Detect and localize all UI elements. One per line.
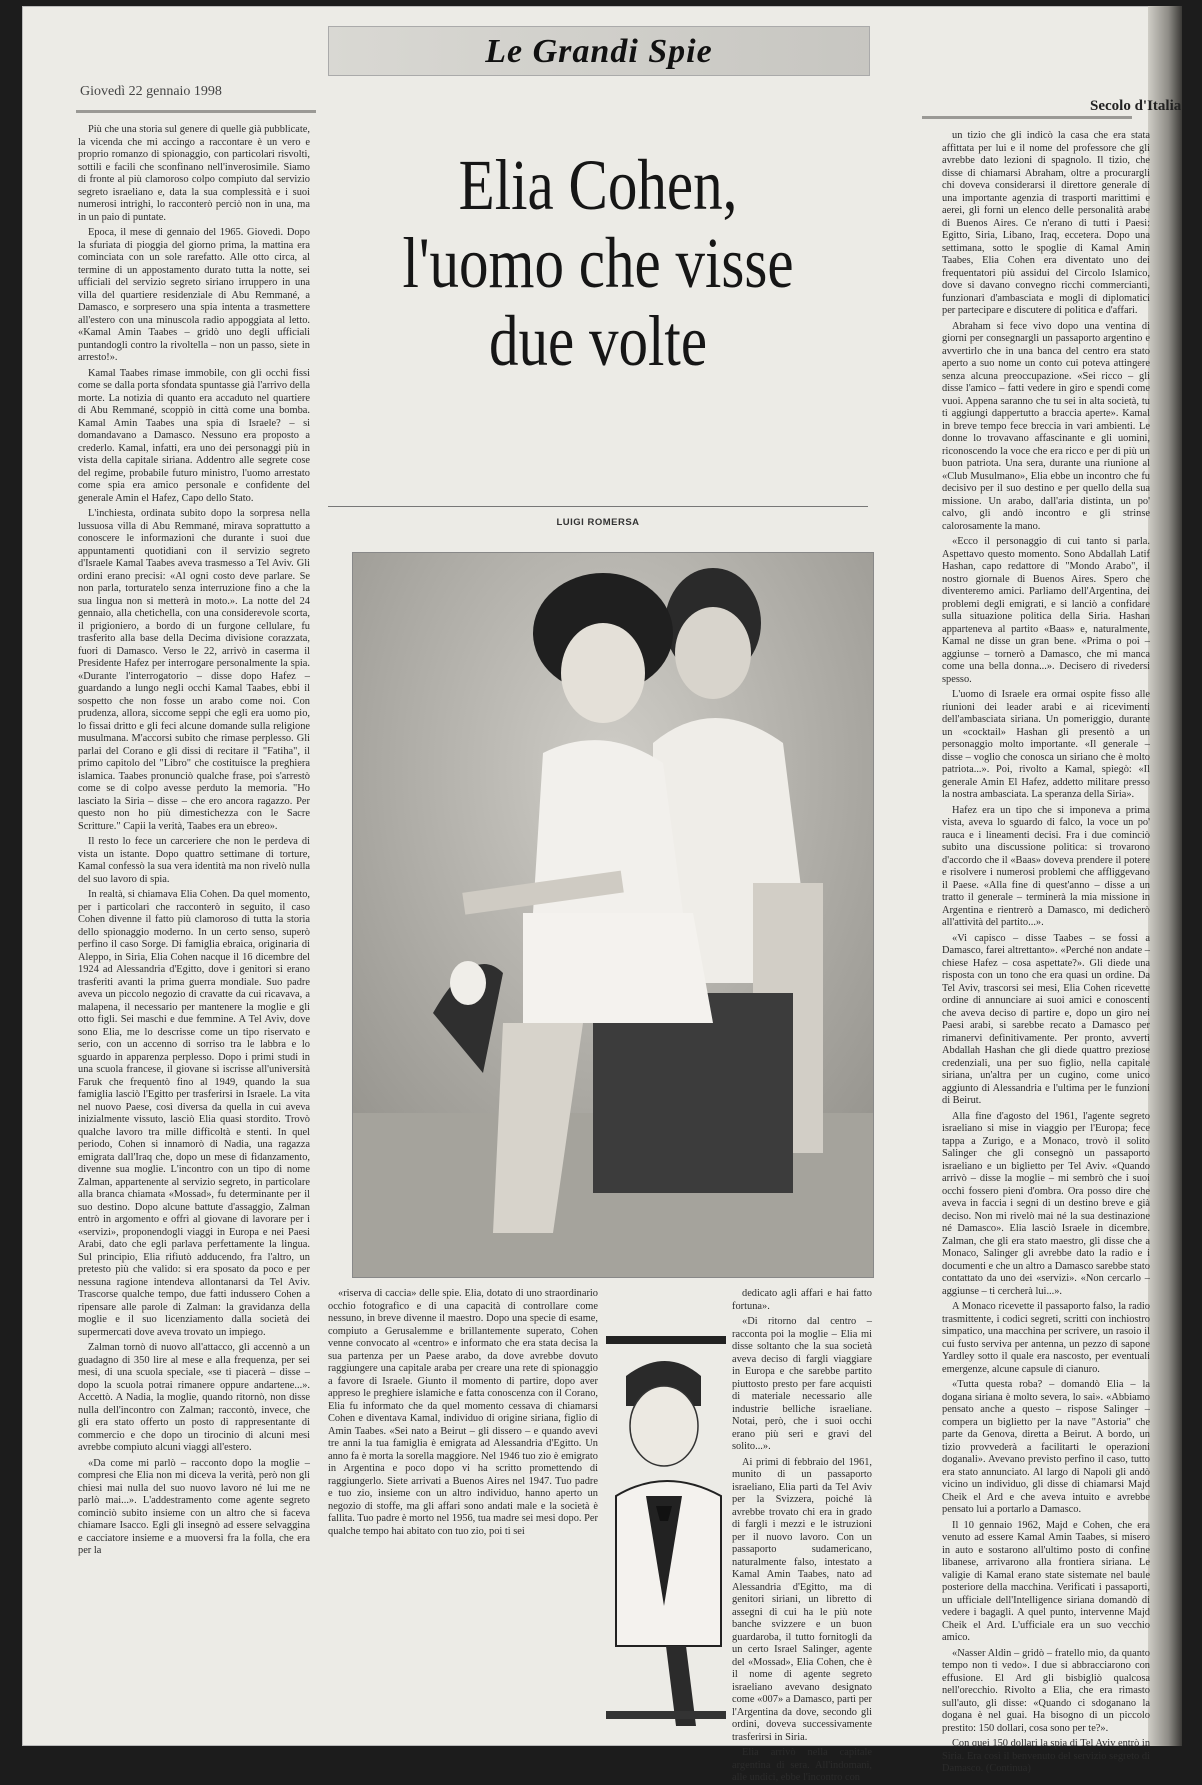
illustration-top-bar — [606, 1336, 726, 1344]
headline-line: l'uomo che visse — [402, 223, 794, 303]
middle-left-column — [328, 1288, 598, 1746]
paragraph: «Nasser Aldin – gridò – fratello mio, da quanto tempo non ti vedo». I due si abbracciarono con effusione. El Ard gli bisbigliò qualcosa nell'orecchio. Rivolto a Elia, che era rimasto sull'auto, gli disse: «Quando ci sdoganano la dogana è nel guai. Ha bisogno di un piccolo prestito: 150 dollari, cosa sono per te?». — [942, 1647, 1150, 1734]
illustration-sketch — [606, 1346, 726, 1736]
page-edge-shadow — [1148, 6, 1182, 1746]
middle-right-column — [732, 1288, 872, 1783]
paragraph: A Monaco ricevette il passaporto falso, la radio trasmittente, i codici segreti, scritti con inchiostro simpatico, una macchina per scrivere, un rasoio il cui fusto serviva per antenna, un pezzo di sapone Yardley sotto il quale era nascosto, per eventuali emergenze, alcune capsule di cianuro. — [942, 1301, 1150, 1375]
paragraph: Più che una storia sul genere di quelle già pubblicate, la vicenda che mi accingo a raccontare è un vero e proprio romanzo di spionaggio, con particolari risvolti, sottili e facili che sconfinano nell'inverosimile. Siamo di fronte al più clamoroso colpo compiuto dal servizio segreto israeliano e, data la sua complessità e i suoi numerosi intrighi, lo racconterò perciò non in una, ma in un paio di puntate. — [78, 124, 310, 223]
paragraph: «Ecco il personaggio di cui tanto si parla. Aspettavo questo momento. Sono Abdallah Latif Hashan, capo redattore di "Mondo Arabo", il nostro giornale di Buenos Aires. Spero che diventeremo amici. Parliamo dell'Argentina, dei problemi degli emigrati, e si lanciò a confidare sulla situazione politica della Siria. Hashan apparteneva al partito «Baas» e, naturalmente, Kamal ne disse un gran bene. «Prima o poi – aggiunse – tornerò a Damasco, che mi manca come una bella donna...». Decisero di rivedersi spesso. — [942, 536, 1150, 685]
paragraph: Con quei 150 dollari la spia di Tel Aviv entrò in Siria. Era così il benvenuto del servizio segreto di Damasco. (Continua) — [942, 1738, 1151, 1774]
paragraph: «Tutta questa roba? – domandò Elia – la dogana siriana è molto severa, lo sai». «Abbiamo pensato anche a questo – rispose Salinger – compera un biglietto per la nave "Astoria" che parte da Genova, diretta a Beirut. A bordo, un tizio provvederà a facilitarti le operazioni doganali». Avevano previsto perfino il caso, tutto era stato annunciato. Al largo di Napoli gli andò vicino un individuo, gli disse di chiamarsi Majd Cheik el Ard e che aveva intuito e avrebbe pensato lui a portarlo a Damasco. — [942, 1379, 1150, 1515]
photo-image — [353, 553, 873, 1277]
right-rule — [922, 116, 1132, 119]
paragraph: In realtà, si chiamava Elia Cohen. Da quel momento, per i particolari che racconterò in seguito, il caso Cohen divenne il fatto più clamoroso di tutta la storia dello spionaggio moderno. In un certo senso, superò perfino il caso Sorge. Di famiglia ebraica, originaria di Aleppo, in Siria, Elia Cohen nacque il 16 dicembre del 1924 ad Alessandria d'Egitto, dove i genitori si erano trasferiti avanti la prima guerra mondiale. Suo padre aveva un piccolo negozio di cravatte da cui ricavava, a malapena, il necessario per mantenere la moglie e gli otto figli. Sei maschi e due femmine. A Tel Aviv, dove sono Elia, me lo descrisse come un tipo riservato e serio, con un accenno di sorriso tra le labbra e lo sguardo in apparenza perplesso. Dopo i primi studi in una scuola francese, il giovane si iscrisse all'università Faruk che frequentò fino al 1949, quando la sua famiglia lasciò l'Egitto per trasferirsi in Israele. La vita nel nuovo Paese, così diversa da quella in cui aveva inizialmente vissuto, lasciò Elia quasi stordito. Trovò qualche lavoro tra mille difficoltà e stenti. In quel periodo, Cohen si innamorò di Nadia, una ragazza emigrata dall'Iraq che, dopo un mese di fidanzamento, divenne sua moglie. L'incontro con un tipo di nome Zalman, appartenente al servizio segreto, in particolare alla branca chiamata «Mossad», fu determinante per il suo destino. Dopo alcune battute d'assaggio, Zalman entrò in argomento e offrì al giovane di lavorare per i «servizi», proponendogli viaggi in Europa e nei Paesi Arabi, dato che egli parlava perfettamente la lingua. Sul principio, Elia rifiutò adducendo, fra l'altro, un pretesto più che valido: si era sposato da poco e per nessuna ragione intendeva allontanarsi da Tel Aviv. Trascorse qualche tempo, due fatti indussero Cohen a ripensare alle parole di Zalman: la gravidanza della moglie e il suo licenziamento dalla società dei supermercati dove aveva trovato un impiego. — [78, 889, 310, 1338]
newspaper-name: Secolo d'Italia — [1090, 98, 1182, 114]
photo-couple — [352, 552, 874, 1278]
illustration-bottom-bar — [606, 1711, 726, 1719]
headline-rule — [328, 506, 868, 507]
paragraph: «Di ritorno dal centro – racconta poi la moglie – Elia mi disse soltanto che la sua società aveva deciso di fargli viaggiare in Europa e che sarebbe partito piuttosto presto per fare acquisti di materiale necessario alle industrie belliche israeliane. Notai, però, che i suoi occhi erano più seri e gravi del solito...». — [732, 1316, 872, 1452]
issue-date: Giovedì 22 gennaio 1998 — [80, 84, 222, 99]
paragraph: dedicato agli affari e hai fatto fortuna». — [732, 1288, 872, 1312]
left-column — [78, 124, 310, 1746]
paragraph: Il resto lo fece un carceriere che non le perdeva di vista un istante. Dopo quattro settimane di torture, Kamal confessò la sua vera identità ma non rivelò nulla del suo lavoro di spia. — [78, 836, 310, 885]
spy-sketch-icon — [606, 1346, 726, 1736]
paragraph: L'inchiesta, ordinata subito dopo la sorpresa nella lussuosa villa di Abu Remmané, mirava soprattutto a conoscere le informazioni che durante i suoi due appuntamenti quotidiani con il servizio segreto d'Israele Kamal Taabes aveva trasmesso a Tel Aviv. Gli ordini erano precisi: «Al ogni costo deve parlare. Se non parla, torturatelo senza interruzione fino a che la sua lingua non si metterà in moto.». La notte del 24 gennaio, alla chetichella, con una considerevole scorta, il prigioniero, a bordo di un furgone cellulare, fu trasferito alla base della Decima divisione corazzata, fuori di Damasco. Verso le 22, arrivò in caserma il Presidente Hafez per interrogare personalmente la spia. «Durante l'interrogatorio – disse dopo Hafez – guardando a lungo negli occhi Kamal Taabes, ebbi il sospetto che non fosse un arabo come noi. Con prudenza, allora, siccome seppi che egli era uomo pio, lo fissai dritto e gli feci alcune domande sulla religione musulmana. M'accorsi subito che rimase perplesso. Gli parlai del Corano e gli dissi di recitare il "Fatiha", il primo capitolo del "Libro" che costituisce la preghiera islamica. Taabes pronunciò qualche frase, poi s'arrestò come se di colpo avesse perduto la memoria. "Ho lasciato la Siria – disse – che ero ancora ragazzo. Per questo non ho più dimestichezza con le Sacre Scritture." Capii la verità, Taabes era un ebreo». — [78, 508, 310, 832]
paragraph: Zalman tornò di nuovo all'attacco, gli accennò a un guadagno di 350 lire al mese e alla frequenza, per sei mesi, di una scuola speciale, «se ti piacerà – disse – dopo la scuola potrai rimanere oppure andartene...». Accettò. A Nadia, la moglie, quando ritornò, non disse nulla dell'incontro con Zalman; raccontò, invece, che gli era stato offerto un posto di rappresentante di commercio e che dopo un tirocinio di alcuni mesi avrebbe compiuto alcuni viaggi all'estero. — [78, 1342, 310, 1453]
paragraph: «riserva di caccia» delle spie. Elia, dotato di uno straordinario occhio fotografico e di una capacità di controllare come nessuno, in breve divenne il maestro. Dopo una specie di esame, compiuto a Gerusalemme e brillantemente superato, Cohen venne convocato al «centro» e informato che era stata decisa la sua partenza per un Paese arabo, da dove avrebbe dovuto raggiungere una capitale araba per creare una rete di spionaggio a favore di Israele. Giunto il momento di partire, dopo aver appreso le preghiere islamiche e fatta conoscenza con il Corano, Elia fu informato che da quel momento cessava di chiamarsi Cohen e diventava Kamal, individuo di origine siriana, figlio di Amin Taabes. «Sei nato a Beirut – gli dissero – e quando avevi tre anni la tua famiglia è emigrata ad Alessandria d'Egitto. Un anno fa è morta la sorella maggiore. Nel 1946 tuo zio è emigrato in Argentina e poco dopo vi ha scritto promettendo di raggiungerlo. Siete arrivati a Buenos Aires nel 1947. Tuo padre e tuo zio, insieme con un altro individuo, hanno aperto un negozio di stoffe, ma gli affari sono andati male e la società è fallita. Tuo padre è morto nel 1956, tua madre sei mesi dopo. Per qualche tempo hai abitato con tuo zio, poi ti sei — [328, 1288, 598, 1537]
paragraph: Hafez era un tipo che si imponeva a prima vista, aveva lo sguardo di falco, la voce un po' rauca e i lineamenti decisi. Fra i due cominciò subito una discussione politica: si trovarono d'accordo che il «Baas» doveva prendere il potere e risolvere i numerosi problemi che affliggevano il Paese. «Alla fine di quest'anno – disse a un tratto il generale – terminerà la mia missione in Argentina e rientrerò a Damasco, mi dedicherò all'attività del partito...». — [942, 804, 1150, 928]
paragraph: «Vi capisco – disse Taabes – se fossi a Damasco, farei altrettanto». «Perché non andate – chiese Hafez – cosa aspettate?». Gli diede una risposta con un tono che era quasi un ordine. Da Tel Aviv, trascorsi sei mesi, Elia Cohen ricevette ordine di annunciare ai suoi amici e conoscenti che aveva deciso di partire e, dopo un giro nei Paesi arabi, si sarebbe recato a Damasco per rimanervi definitivamente. Per pronto, avvertì Abdallah Hashan che gli diede quattro preziose credenziali, una per suo figlio, nella capitale siriana, un'altra per un cugino, come unico aggiunto di Alessandria e l'ultima per le funzioni di Beirut. — [942, 932, 1150, 1106]
right-column — [942, 130, 1151, 1774]
byline: LUIGI ROMERSA — [556, 517, 640, 528]
paragraph: Il 10 gennaio 1962, Majd e Cohen, che era venuto ad essere Kamal Amin Taabes, si misero in auto e sostarono all'ultimo posto di confine libanese, arrivarono alla frontiera siriana. Le valigie di Kamal erano state sistemate nel baule posteriore della macchina. Verificati i passaporti, un ufficiale dell'Intelligence siriana domandò di vedere i bagagli. A quel punto, intervenne Majd Cheik el Ard. L'ufficiale era un suo vecchio amico. — [942, 1519, 1150, 1643]
paragraph: Elia arrivò nella capitale argentina di sera. All'indomani, alle undici, ebbe l'incontro con — [732, 1747, 872, 1783]
series-title: Le Grandi Spie — [485, 33, 713, 70]
paragraph: Kamal Taabes rimase immobile, con gli occhi fissi come se dalla porta sfondata spuntasse già l'arrivo della morte. La notizia di quanto era accaduto nel quartiere di Abu Remmané, scoppiò in città come una bomba. Kamal Amin Taabes una spia di Israele? – si domandavano a Damasco. Nessuno era proposto a crederlo. Kamal, infatti, era uno dei personaggi più in vista della capitale siriana. Addentro alle segrete cose del regime, probabile futuro ministro, l'uomo arrestato come spia era amico personale e confidente del generale Amin el Hafez, Capo dello Stato. — [78, 367, 310, 504]
headline-line: Elia Cohen, — [458, 145, 738, 225]
headline — [377, 146, 820, 380]
left-rule — [76, 110, 316, 113]
paragraph: Abraham si fece vivo dopo una ventina di giorni per consegnargli un passaporto argentino e avvertirlo che in una banca del centro era stato aperto a suo nome un conto cui poteva attingere senza alcuna preoccupazione. «Sei ricco – gli disse l'amico – fatti vedere in giro e spendi come vuoi. Appena saranno che tu sei in alta società, tu ti aggiungi dappertutto a braccia aperte». Kamal in breve tempo fece breccia in vari ambienti. Le donne lo trovavano affascinante e gli uomini, riconoscendo la voce che era ricco e per di più un buon patriota. Una sera, durante una riunione al «Club Musulmano», Elia ebbe un incontro che fu decisivo per il suo destino e per quello della sua missione. Un arabo, dall'aria distinta, un po' calvo, gli andò incontro e gli strinse calorosamente la mano. — [942, 320, 1150, 532]
paragraph: Ai primi di febbraio del 1961, munito di un passaporto israeliano, Elia partì da Tel Aviv per la Svizzera, poiché là avrebbe trovato chi era in grado di fargli i mezzi e le istruzioni per il nuovo lavoro. Con un passaporto sudamericano, naturalmente falso, intestato a Kamal Amin Taabes, nato ad Alessandria d'Egitto, ma di genitori siriani, un libretto di assegni di cui ha le più note banche svizzere e un buon guardaroba, il tutto fornitogli da un certo Israel Salinger, agente del «Mossad», Elia Cohen, che è il nome di agente segreto israeliano avevano designato come «007» a Damasco, partì per l'Argentina da dove, secondo gli ordini, doveva successivamente trasferirsi in Siria. — [732, 1456, 872, 1743]
newspaper-page — [22, 6, 1182, 1783]
paragraph: Alla fine d'agosto del 1961, l'agente segreto israeliano si mise in viaggio per l'Europa; fece tappa a Zurigo, e a Monaco, trovò il solito Salinger che gli consegnò un passaporto israeliano e un biglietto per Tel Aviv. «Quando arrivò – disse la moglie – mi sembrò che i suoi occhi fossero pieni d'ombra. Ora posso dire che aveva in faccia i segni di un destino breve e già deciso. Non mi rivelò mai né la sua destinazione né Damasco». Elia lasciò Israele in dicembre. Zalman, che gli era stato maestro, gli disse che a Monaco, Salinger gli avrebbe dato la radio e i documenti e che un altro a Damasco sarebbe stato contattato da uno dei «servizi». «Non cercarlo – aggiunse – ti cercherà lui...». — [942, 1110, 1150, 1297]
paragraph: L'uomo di Israele era ormai ospite fisso alle riunioni dei leader arabi e ai ricevimenti dell'ambasciata siriana. Un pomeriggio, durante un «cocktail» Hashan gli presentò a un personaggio molto importante. «Il generale – disse – voglio che conosca un siriano che è molto patriota...». Poi, rivolto a Kamal, spiegò: «Il generale Amin El Hafez, addetto militare presso la nostra ambasciata. La speranza della Siria». — [942, 689, 1150, 800]
headline-line: due volte — [488, 301, 708, 381]
paragraph: un tizio che gli indicò la casa che era stata affittata per lui e il nome del professore che gli avrebbe dato lezioni di spagnolo. Il tizio, che disse di chiamarsi Abraham, oltre a procurargli chi doveva considerarsi il direttore generale di una importante agenzia di trasporti marittimi e aerei, gli fornì un elenco delle personalità arabe di Buenos Aires. Ce n'erano di tutti i Paesi: Egitto, Siria, Libano, Iraq, eccetera. Dopo una settimana, sotto le spoglie di Kamal Amin Taabes, Elia Cohen era diventato uno dei frequentatori più assidui del Circolo Islamico, dove si davano convegno ricchi commercianti, funzionari d'ambasciata e mogli di diplomatici per partecipare e discutere di politica e d'affari. — [942, 130, 1150, 316]
paragraph: Epoca, il mese di gennaio del 1965. Giovedì. Dopo la sfuriata di pioggia del giorno prima, la mattina era cominciata con un sole rarefatto. Alle otto circa, al termine di un appostamento durato tutta la notte, sei ufficiali del servizio segreto siriano irruppero in una villa del quartiere residenziale di Abu Remmané, a Damasco, e sorpresero una spia intenta a trasmettere all'estero con una minuscola radio appoggiata al letto. «Kamal Amin Taabes – gridò uno degli ufficiali puntandogli contro la rivoltella – non un passo, siete in arresto!». — [78, 227, 310, 363]
series-banner — [328, 26, 870, 76]
paragraph: «Da come mi parlò – racconto dopo la moglie – compresi che Elia non mi diceva la verità, però non gli chiesi mai nulla del suo nuovo lavoro né lui me ne parlò mai...». L'addestramento come agente segreto cominciò subito insieme con un altro che si faceva chiamare Isacco. Egli gli insegnò ad essere selvaggina e cacciatore insieme e a muoversi fra la folla, che era per la — [78, 1457, 310, 1556]
